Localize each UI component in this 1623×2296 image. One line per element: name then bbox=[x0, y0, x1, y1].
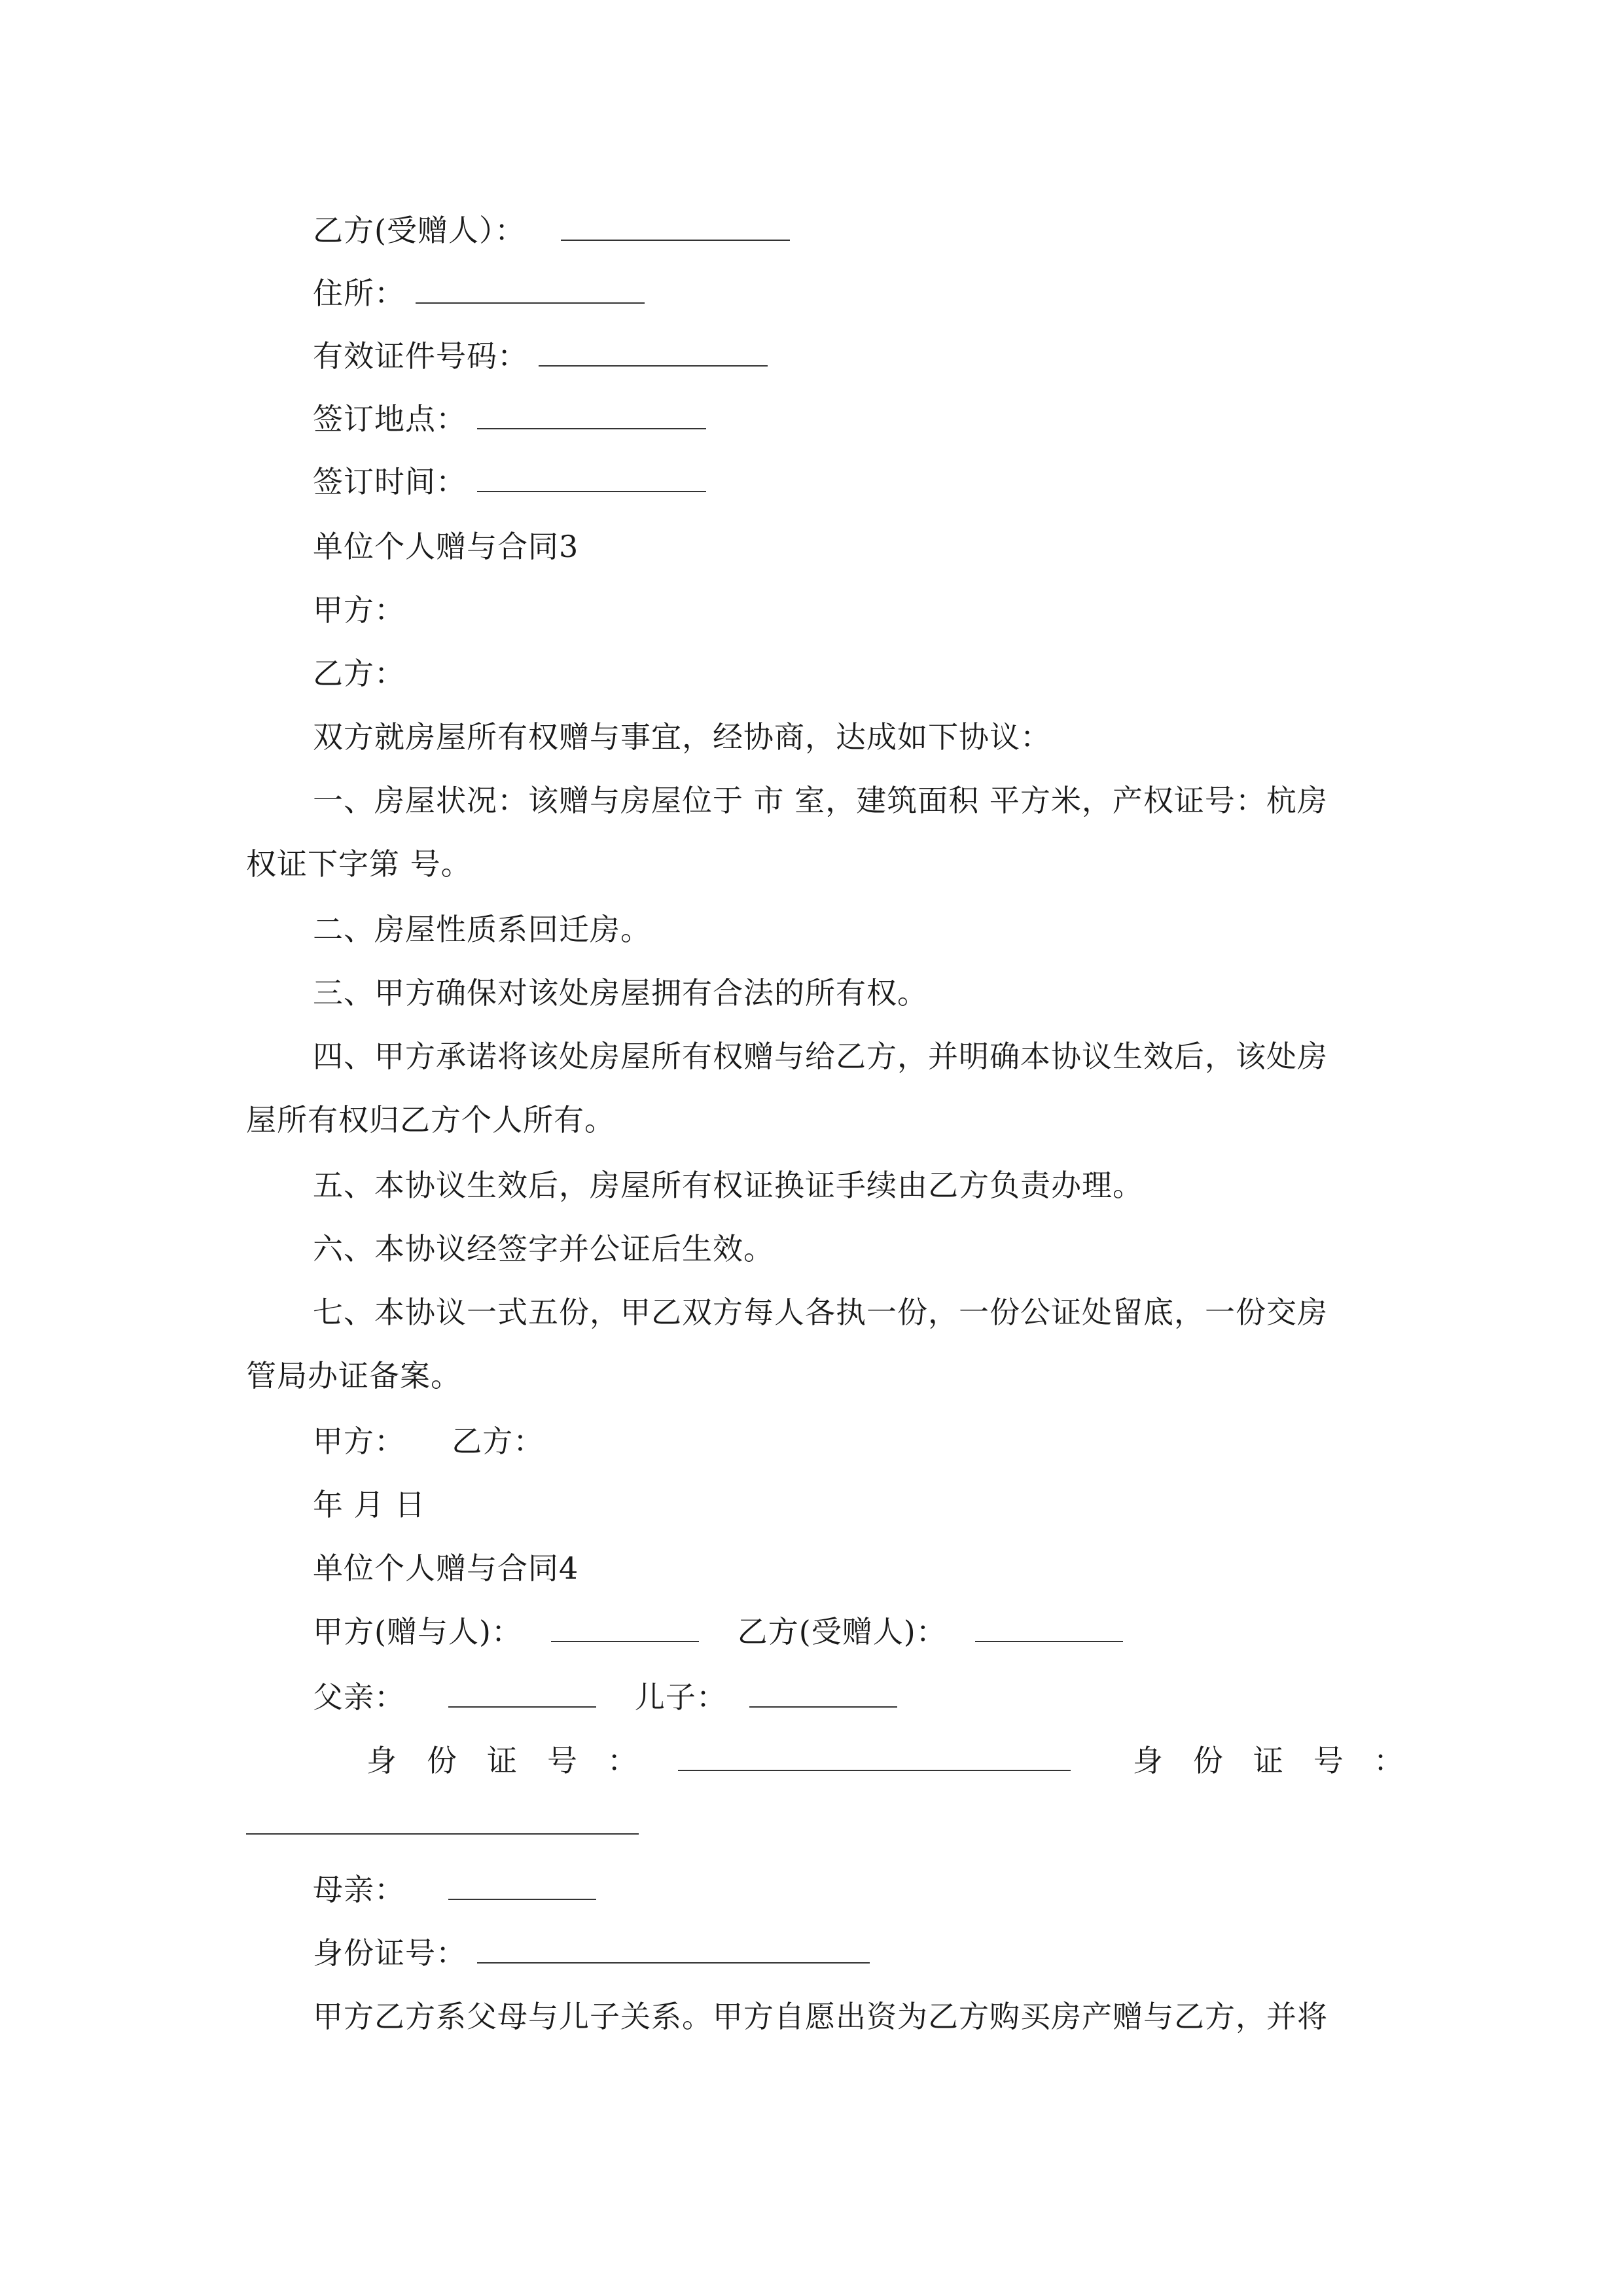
mother-label: 母亲： bbox=[313, 1872, 405, 1907]
sign-time-blank bbox=[477, 466, 706, 492]
sign-b-label: 乙方： bbox=[452, 1424, 544, 1459]
sign-place-label: 签订地点： bbox=[313, 401, 467, 437]
son-label: 儿子： bbox=[634, 1679, 727, 1715]
id-spread-blank-right bbox=[246, 1808, 639, 1835]
sign-time-label: 签订时间： bbox=[313, 464, 467, 499]
mother-row bbox=[313, 1870, 596, 1909]
sign-a-label: 甲方： bbox=[313, 1424, 405, 1459]
sign-time-row bbox=[313, 462, 706, 501]
id-spread-row bbox=[366, 1741, 1434, 1780]
son-blank bbox=[749, 1681, 897, 1708]
donee-label: 乙方(受赠人)： bbox=[737, 1614, 947, 1649]
sign-place-blank bbox=[477, 403, 706, 429]
sign-place-row bbox=[313, 399, 706, 439]
donor-label: 甲方(赠与人)： bbox=[313, 1614, 522, 1649]
id-label: 身份证号： bbox=[313, 1935, 467, 1971]
clause1-line1: 一、房屋状况：该赠与房屋位于 市 室，建筑面积 平方米，产权证号：杭房 bbox=[313, 783, 1328, 818]
id-spread-left: 身份证号： bbox=[366, 1743, 668, 1778]
clause7-line1: 七、本协议一式五份，甲乙双方每人各执一份，一份公证处留底，一份交房 bbox=[313, 1295, 1328, 1330]
contract3-title: 单位个人赠与合同3 bbox=[313, 529, 579, 564]
last-paragraph: 甲方乙方系父母与儿子关系。甲方自愿出资为乙方购买房产赠与乙方，并将 bbox=[313, 1999, 1328, 2034]
residence-blank bbox=[416, 278, 645, 304]
signature-row bbox=[313, 1422, 544, 1461]
donor-blank bbox=[551, 1616, 699, 1642]
donee-blank bbox=[975, 1616, 1123, 1642]
clause4-line2: 屋所有权归乙方个人所有。 bbox=[246, 1102, 615, 1138]
recipient-blank bbox=[561, 215, 790, 241]
contract4-title: 单位个人赠与合同4 bbox=[313, 1551, 579, 1586]
clause4-line1: 四、甲方承诺将该处房屋所有权赠与给乙方，并明确本协议生效后，该处房 bbox=[313, 1039, 1328, 1074]
recipient-row bbox=[313, 211, 790, 250]
donor-donee-row bbox=[313, 1612, 1123, 1651]
id-spread-blank-left bbox=[678, 1745, 1071, 1771]
id-blank bbox=[477, 1937, 870, 1964]
date-line: 年 月 日 bbox=[313, 1487, 426, 1522]
party-a-label: 甲方： bbox=[313, 592, 405, 628]
clause1-line2: 权证下字第 号。 bbox=[246, 846, 472, 882]
id-row bbox=[313, 1933, 870, 1973]
id-spread-right: 身份证号： bbox=[1132, 1743, 1434, 1778]
intro-paragraph: 双方就房屋所有权赠与事宜，经协商，达成如下协议： bbox=[313, 719, 1051, 755]
id-number-row bbox=[313, 336, 768, 376]
clause3: 三、甲方确保对该处房屋拥有合法的所有权。 bbox=[313, 975, 928, 1011]
father-son-row bbox=[313, 1677, 897, 1717]
clause7-line2: 管局办证备案。 bbox=[246, 1358, 461, 1393]
clause2: 二、房屋性质系回迁房。 bbox=[313, 912, 651, 947]
clause6: 六、本协议经签字并公证后生效。 bbox=[313, 1231, 774, 1266]
father-label: 父亲： bbox=[313, 1679, 405, 1715]
residence-label: 住所： bbox=[313, 276, 405, 311]
id-number-label: 有效证件号码： bbox=[313, 338, 528, 374]
mother-blank bbox=[448, 1874, 596, 1900]
father-blank bbox=[448, 1681, 596, 1708]
id-number-blank bbox=[539, 340, 768, 367]
recipient-label: 乙方(受赠人）： bbox=[313, 213, 526, 248]
clause5: 五、本协议生效后，房屋所有权证换证手续由乙方负责办理。 bbox=[313, 1168, 1143, 1203]
residence-row bbox=[313, 274, 645, 313]
id-spread-continuation bbox=[246, 1804, 639, 1844]
party-b-label: 乙方： bbox=[313, 656, 405, 691]
